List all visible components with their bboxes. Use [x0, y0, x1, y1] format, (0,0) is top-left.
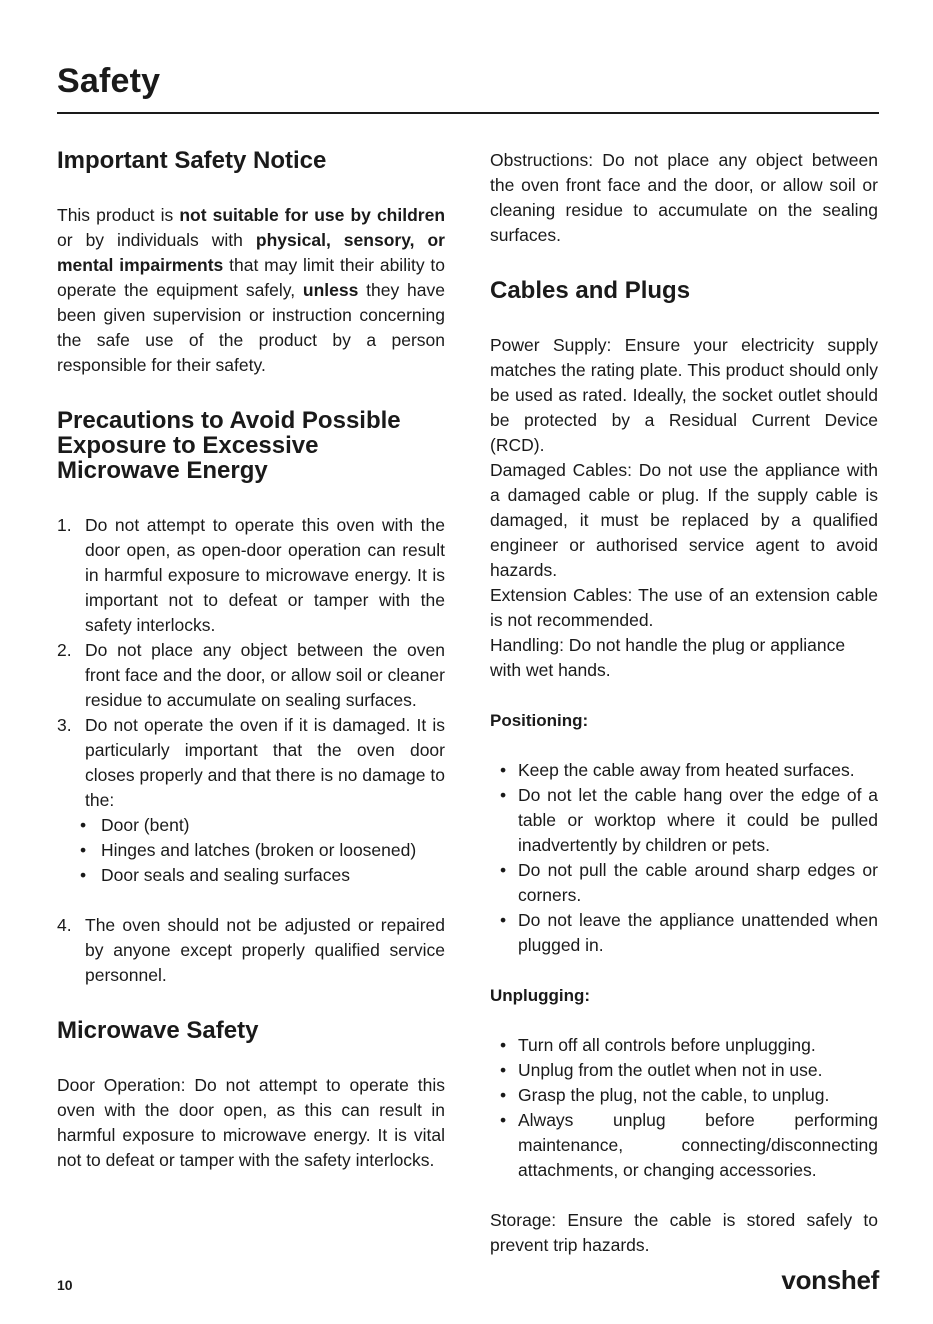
extension-cables-paragraph: Extension Cables: The use of an extension cable is not recommended.	[490, 585, 878, 630]
right-column	[490, 148, 878, 1258]
cables-heading: Cables and Plugs	[490, 277, 691, 304]
precaution-item: 4. The oven should not be adjusted or repaired by anyone except properly qualified service personnel.	[57, 915, 445, 985]
precautions-list	[57, 513, 445, 988]
title-divider	[57, 112, 879, 114]
precautions-heading: Precautions to Avoid Possible Exposure to Excessive Microwave Energy	[57, 407, 401, 484]
unplugging-item: • Unplug from the outlet when not in use.	[490, 1058, 878, 1083]
damage-item: • Door seals and sealing surfaces	[57, 863, 445, 888]
handling-paragraph: Handling: Do not handle the plug or appliance with wet hands.	[490, 635, 846, 680]
left-column	[57, 148, 445, 1173]
unplugging-item: • Grasp the plug, not the cable, to unplug.	[490, 1083, 878, 1108]
unplugging-item: • Always unplug before performing maintenance, connecting/disconnecting attachments, or changing accessories.	[490, 1108, 878, 1183]
damaged-cables-paragraph: Damaged Cables: Do not use the appliance with a damaged cable or plug. If the supply cable is damaged, it must be replaced by a qualified engineer or authorised service agent to avoid hazards.	[490, 460, 878, 580]
positioning-list	[490, 758, 878, 958]
page-number: 10	[57, 1277, 73, 1293]
precaution-item: 1. Do not attempt to operate this oven with the door open, as open-door operation can result in harmful exposure to microwave energy. It is important not to defeat or tamper with the safety interlocks.	[57, 515, 445, 635]
obstructions-paragraph: Obstructions: Do not place any object between the oven front face and the door, or allow soil or cleaning residue to accumulate on the sealing surfaces.	[490, 150, 878, 245]
damage-list	[57, 813, 445, 888]
microwave-safety-heading: Microwave Safety	[57, 1017, 259, 1044]
positioning-item: • Keep the cable away from heated surfaces.	[490, 758, 878, 783]
unplugging-heading: Unplugging:	[490, 986, 591, 1005]
notice-paragraph: This product is not suitable for use by children or by individuals with physical, sensory, or mental impairments that may limit their ability to operate the equipment safely, unless they have been given supervision or instruction concerning the safe use of the product by a person responsible for their safety.	[57, 205, 446, 375]
brand-logo: vonshef	[781, 1265, 879, 1295]
unplugging-list	[490, 1033, 878, 1183]
unplugging-item: • Turn off all controls before unplugging.	[490, 1033, 878, 1058]
power-supply-paragraph: Power Supply: Ensure your electricity supply matches the rating plate. This product should only be used as rated. Ideally, the socket outlet should be protected by a Residual Current Device (RCD).	[490, 335, 878, 455]
positioning-heading: Positioning:	[490, 711, 589, 730]
positioning-item: • Do not leave the appliance unattended when plugged in.	[490, 908, 878, 958]
precaution-item: 2. Do not place any object between the oven front face and the door, or allow soil or cleaner residue to accumulate on sealing surfaces.	[57, 640, 445, 710]
precaution-item: 3. Do not operate the oven if it is damaged. It is particularly important that the oven door closes properly and that there is no damage to the: • Door (bent) • Hinges and latches (broken or loosened) • Door seals and sealing surfaces	[57, 713, 445, 913]
door-operation-paragraph: Door Operation: Do not attempt to operate this oven with the door open, as this can result in harmful exposure to microwave energy. It is vital not to defeat or tamper with the safety interlocks.	[57, 1075, 445, 1170]
notice-heading: Important Safety Notice	[57, 147, 327, 174]
positioning-item: • Do not pull the cable around sharp edges or corners.	[490, 858, 878, 908]
damage-item: • Hinges and latches (broken or loosened)	[57, 838, 445, 863]
damage-item: • Door (bent)	[57, 813, 445, 838]
page-title: Safety	[57, 62, 161, 100]
positioning-item: • Do not let the cable hang over the edge of a table or worktop where it could be pulled inadvertently by children or pets.	[490, 783, 878, 858]
storage-paragraph: Storage: Ensure the cable is stored safely to prevent trip hazards.	[490, 1210, 878, 1255]
